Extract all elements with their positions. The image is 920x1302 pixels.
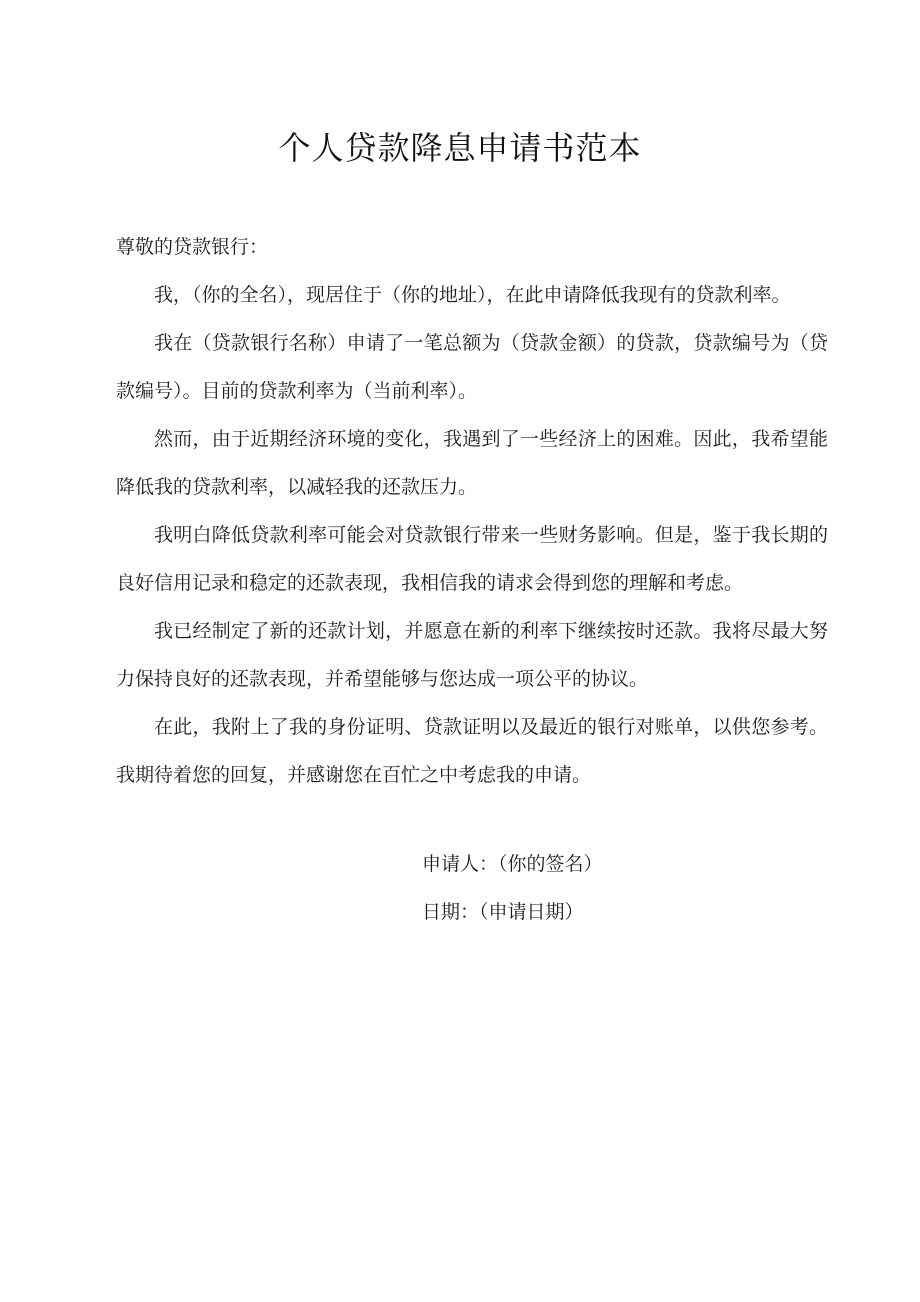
paragraph-6: 在此，我附上了我的身份证明、贷款证明以及最近的银行对账单，以供您参考。我期待着您的回复，并感谢您在百忙之中考虑我的申请。	[116, 716, 828, 786]
letter-body	[116, 223, 828, 799]
document-title: 个人贷款降息申请书范本	[278, 129, 642, 167]
paragraph-5: 我已经制定了新的还款计划，并愿意在新的利率下继续按时还款。我将尽最大努力保持良好的还款表现，并希望能够与您达成一项公平的协议。	[116, 620, 828, 690]
date-line: 日期：（申请日期）	[422, 901, 584, 923]
signature-block	[422, 840, 822, 936]
salutation: 尊敬的贷款银行：	[116, 236, 269, 258]
paragraph-4: 我明白降低贷款利率可能会对贷款银行带来一些财务影响。但是，鉴于我长期的良好信用记录和稳定的还款表现，我相信我的请求会得到您的理解和考虑。	[116, 524, 828, 594]
paragraph-3: 然而，由于近期经济环境的变化，我遇到了一些经济上的困难。因此，我希望能降低我的贷款利率，以减轻我的还款压力。	[116, 428, 828, 498]
applicant-line: 申请人：（你的签名）	[422, 853, 603, 875]
paragraph-2: 我在（贷款银行名称）申请了一笔总额为（贷款金额）的贷款，贷款编号为（贷款编号）。目前的贷款利率为（当前利率）。	[116, 332, 828, 402]
paragraph-1: 我，（你的全名），现居住于（你的地址），在此申请降低我现有的贷款利率。	[154, 284, 791, 306]
